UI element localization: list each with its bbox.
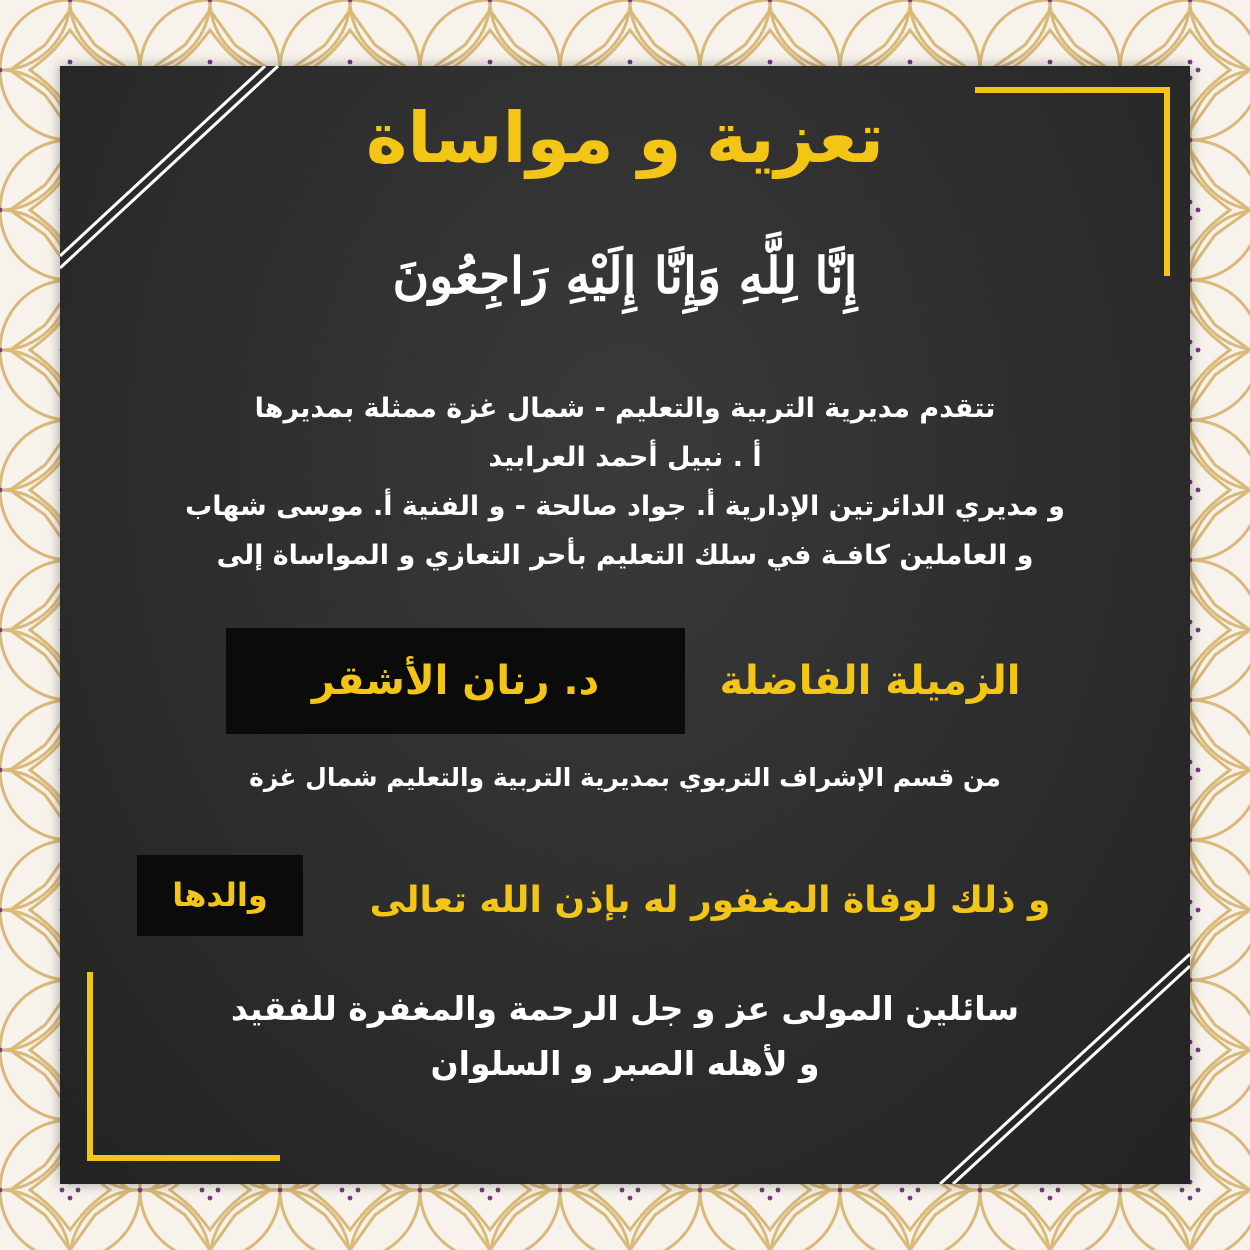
closing-line: سائلين المولى عز و جل الرحمة والمغفرة للفقيد: [230, 989, 1020, 1028]
intro-line: و العاملين كافـة في سلك التعليم بأحر التعازي و المواساة إلى: [216, 540, 1034, 571]
closing-prayer: [60, 981, 1190, 1091]
deceased-relation-box: والدها: [137, 855, 303, 936]
intro-line: و مديري الدائرتين الإدارية أ. جواد صالحة - و الفنية أ. موسى شهاب: [185, 491, 1065, 522]
intro-line: تتقدم مديرية التربية والتعليم - شمال غزة ممثلة بمديرها: [254, 393, 996, 424]
condolence-card: [60, 66, 1190, 1184]
page-title: تعزية و مواساة: [366, 97, 884, 179]
death-notice-text: و ذلك لوفاة المغفور له بإذن الله تعالى: [369, 880, 1051, 921]
quran-verse-calligraphy: إِنَّا لِلَّهِ وَإِنَّا إِلَيْهِ رَاجِعُونَ: [392, 246, 858, 305]
department-text: من قسم الإشراف التربوي بمديرية التربية والتعليم شمال غزة: [249, 763, 1001, 792]
closing-line: و لأهله الصبر و السلوان: [430, 1044, 820, 1083]
colleague-name-box: د. رنان الأشقر: [226, 628, 685, 734]
colleague-label: الزميلة الفاضلة: [719, 658, 1021, 704]
intro-text: [80, 384, 1170, 580]
intro-line: أ . نبيل أحمد العرابيد: [488, 442, 762, 473]
